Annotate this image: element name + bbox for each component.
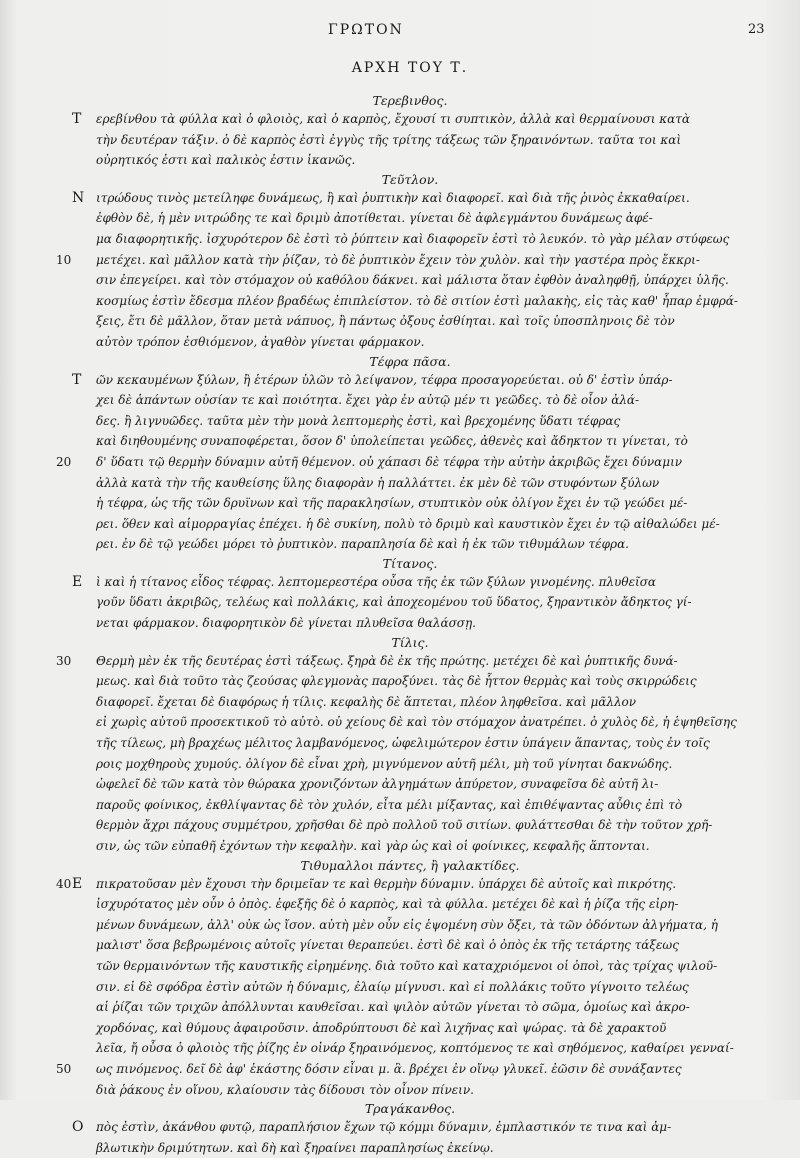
text-line [0,754,786,775]
text-line [0,229,786,250]
running-head-title: ΓΡΩΤΟΝ [328,22,404,38]
line-text: θερμὸν ἄχρι πάχους συμμέτρου, χρῆσθαι δὲ πρὸ πολλοῦ τοῦ σιτίων. φυλάττεσθαι δὲ τὴν τοῦτον χρῆ- [96,818,713,833]
text-line [0,109,786,130]
text-line [0,795,786,816]
line-text: παροῦς φοίνικος, ἐκθλίψαντας δὲ τὸν χυλόν, εἶτα μέλι μίξαντας, καὶ ἐπιθέψαντας αὖθις ἐπὶ τὸ [96,797,683,812]
text-line [0,188,786,209]
initial-letter: T [72,371,82,388]
section-title: Τιθυμαλλοι πάντες, ἢ γαλακτίδες. [300,857,520,873]
line-text: μαλιστ' ὅσα βεβρωμένοις αὐτοῖς γίνεται θεραπεύει. ἐστὶ δὲ καὶ ὁ ὀπὸς ἐκ τῆς τετάρτης τάξεως [96,938,679,953]
line-text: τῆς τίλεως, μὴ βραχέως μέλιτος λαμβανόμενος, ὠφελιμώτερον ἐστιν ὑπάγειν ἅπαντας, τοὺς ἐν τοῖς [96,736,710,751]
line-text: βλωτικὴν δριμύτητων. καὶ δὴ καὶ ξηραίνει παραπλησίως ἐκείνῳ. [96,1140,494,1155]
text-line [0,815,786,836]
line-text: τὴν δευτέραν τάξιν. ὁ δὲ καρπὸς ἐστὶ ἐγγὺς τῆς τρίτης τάξεως τῶν ξηραινόντων. ταῦτα τοι καὶ [96,132,682,147]
section-title: Τέφρα πᾶσα. [369,353,451,369]
line-text: ἰσχυρότατος μὲν οὖν ὁ ὀπὸς. ἐφεξῆς δὲ ὁ καρπὸς, καὶ τὰ φύλλα. μετέχει δὲ καὶ ἡ ῥίζα τῆς εἰρη- [96,897,679,912]
text-line [0,1038,786,1059]
line-text: εἰ χωρὶς αὐτοῦ προσεκτικοῦ τὸ αὐτὸ. οὐ χείους δὲ καὶ τὸν στόμαχον ἀνατρέπει. ὁ χυλὸς δὲ, ἡ ἑψηθεῖσης [96,715,737,730]
line-text: κοσμίως ἐστὶν ἔδεσμα πλέον βραδέως ἐπιπλείστον. τὸ δὲ σιτίον ἐστὶ μαλακὴς, εἰς τὰς καθ' ἧπαρ ἐμφρά- [96,293,738,308]
initial-letter: T [72,111,82,127]
text-line [0,915,786,936]
line-text: πὸς ἐστὶν, ἀκάνθου φυτῷ, παραπλήσιον ἔχων τῷ κόμμι δύναμιν, ἐμπλαστικόν τε τινα καὶ ἀμ- [96,1120,672,1135]
line-number: 30 [56,653,72,668]
line-text: αὐτὸν τρόπον ἐσθιόμενον, ἀγαθὸν γίνεται φάρμακον. [96,334,425,349]
line-text: σιν. εἰ δὲ σφόδρα ἐστὶν αὐτῶν ἡ δύναμις, ἐλαίῳ μίγνυσι. καὶ εἰ πολλάκις τοῦτο γίγνοιτο τελέως [96,979,689,994]
text-line [0,692,786,713]
text-line [0,651,786,672]
text-line [0,332,786,353]
section-title: Τραγάκανθος. [364,1101,456,1117]
line-text: χει δὲ ἁπάντων οὐσίαν τε καὶ ποιότητα. ἔχει γὰρ ἐν αὐτῷ μέν τι γεῶδες. τὸ δὲ οἷον ἀλά- [96,393,640,408]
text-line [0,150,786,171]
line-text: δ' ὕδατι τῷ θερμὴν δύναμιν αὐτῆ θέμενον. οὐ χάπασι δὲ τέφρα τὴν αὐτὴν ἀκριβῶς ἔχει δύναμιν [96,454,683,469]
initial-letter: O [72,1119,84,1136]
text-line [0,411,786,432]
page-number: 23 [748,22,765,37]
initial-letter: E [72,875,83,892]
text-line [0,977,786,998]
text-line [0,250,786,271]
line-text: ερεβίνθου τὰ φύλλα καὶ ὁ φλοιὸς, καὶ ὁ καρπὸς, ἔχουσί τι συπτικὸν, ἀλλὰ καὶ θερμαίνουσι κατὰ [96,112,690,126]
line-text: διαφορεῖ. ἔχεται δὲ διαφόρως ἡ τίλις. κεφαλὴς δὲ ἅπτεται, πλέον ληφθεῖσα. καὶ μᾶλλον [96,694,637,709]
text-line [0,592,786,613]
line-text: χορδόνας, καὶ θύμους ἀφαιροῦσιν. ἀποδρύπτουσι δὲ καὶ λιχῆνας καὶ ψώρας. τὰ δὲ χαρακτοῦ [96,1020,667,1035]
text-body [0,92,800,1158]
line-text: οὐρητικός ἐστι καὶ παλικὸς ἐστιν ἱκανῶς. [96,153,356,168]
line-text: πικρατοῦσαν μὲν ἔχουσι τὴν δριμεῖαν τε καὶ θερμὴν δύναμιν. ὑπάρχει δὲ αὐτοῖς καὶ πικρότης. [96,876,677,891]
line-text: ἐφθὸν δὲ, ἡ μὲν νιτρώδης τε καὶ δριμὺ ἀποτίθεται. γίνεται δὲ ἀφλεγμάντου δυνάμεως ἀφέ- [96,211,653,226]
line-number: 20 [56,454,72,469]
line-number: 40 [56,876,72,891]
text-line [0,774,786,795]
line-text: γοῦν ὕδατι ἀκριβῶς, τελέως καὶ πολλάκις, καὶ ἀποχεομένου τοῦ ὕδατος, ξηραντικὸν ἄδηκτος γί- [96,595,692,610]
line-text: ῶν κεκαυμένων ξύλων, ἢ ἑτέρων ὑλῶν τὸ λείψανον, τέφρα προσαγορεύεται. οὐ δ' ἐστὶν ὑπάρ- [96,372,673,387]
text-line [0,956,786,977]
line-text: ὶ καὶ ἡ τίτανος εἶδος τέφρας. λεπτομερεστέρα οὖσα τῆς ἐκ τῶν ξύλων γινομένης. πλυθεῖσα [96,574,657,589]
line-text: ως πινόμενος. δεῖ δὲ ἀφ' ἑκάστης δόσιν εἶναι μ. ἃ. βρέχει ἐν οἴνῳ γλυκεῖ. ἐῶσιν δὲ συνάξαντες [96,1061,682,1076]
line-text: δες. ἢ λιγνυῶδες. ταῦτα μὲν τὴν μονὰ λεπτομερὴς ἐστὶ, καὶ βρεχομένης ὕδατι τέφρας [96,413,621,428]
section-title: Τίτανος. [382,555,438,571]
line-text: αἱ ῥίζαι τῶν τριχῶν ἀπόλλυνται καυθεῖσαι. καὶ ψιλὸν αὐτῶν γίνεται τὸ σῶμα, ὁμοίως καὶ ἀκρο- [96,1000,690,1015]
text-line [0,534,786,555]
line-text: ἀλλὰ κατὰ τὴν τῆς καυθείσης ὕλης διαφορὰν ἡ παλλάττει. ἐκ μὲν δὲ τῶν στυφόντων ξύλων [96,475,660,490]
text-line [0,390,786,411]
text-line [0,291,786,312]
text-line [0,1018,786,1039]
text-line [0,874,786,895]
section-title: Τεῦτλον. [381,171,439,187]
text-line [0,1059,786,1080]
text-line [0,514,786,535]
text-line [0,370,786,391]
line-text: μετέχει. καὶ μᾶλλον κατὰ τὴν ῥίζαν, τὸ δὲ ῥυπτικὸν ἔχειν τὸν χυλὸν. καὶ τὴν γαστέρα πρὸς ἔκκρι- [96,252,700,267]
line-text: λεῖα, ἤ οὖσα ὁ φλοιὸς τῆς ῥίζης ἐν οἰνάρ ξηραινόμενος, κοπτόμενος τε καὶ σηθόμενος, καθαίρει γενναί- [96,1041,734,1056]
line-text: σιν ἐπεγείρει. καὶ τὸν στόμαχον οὐ καθόλου δάκνει. καὶ μάλιστα ὅταν ἐφθὸν ἀναληφθῇ, ὑπάρχει ὑλῆς. [96,273,729,288]
text-line [0,836,786,857]
text-line [0,997,786,1018]
text-line [0,712,786,733]
line-text: τῶν θερμαινόντων τῆς καυστικῆς εἰρημένης. διὰ τοῦτο καὶ καταχριόμενοι οἱ ὀποὶ, τὰς τρίχας ψιλοῦ- [96,958,718,973]
text-line [0,473,786,494]
line-text: ρει. ὅθεν καὶ αἱμορραγίας ἐπέχει. ἡ δὲ συκίνη, πολὺ τὸ δριμὺ καὶ καυστικὸν ἔχει ἐν τῷ αἰθαλώδει μέ- [96,516,720,531]
book-heading: ΑΡΧΗ ΤΟΥ Τ. [351,60,469,76]
line-number: 10 [56,252,72,267]
running-head [0,22,800,42]
initial-letter: N [72,189,85,206]
text-line [0,493,786,514]
initial-letter: E [72,573,83,590]
text-line [0,452,786,473]
text-line [0,311,786,332]
line-text: νεται φάρμακον. διαφορητικὸν δὲ γίνεται πλυθεῖσα θαλάσσῃ. [96,616,476,631]
line-text: καὶ διηθουμένης συναποφέρεται, ὅσον δ' ὑπολείπεται γεῶδες, ἀθενὲς καὶ ἄδηκτον τι γίνεται, τὸ [96,434,688,449]
line-text: μένων δυνάμεων, ἀλλ' οὐκ ὡς ἴσον. αὐτὴ μὲν οὖν εἰς ἑψομένη σὺν ὄξει, τὰ τῶν ὀδόντων ἀλγήματα, ἡ [96,917,718,932]
text-line [0,935,786,956]
text-line [0,613,786,634]
text-line [0,431,786,452]
text-line [0,1080,786,1101]
line-text: ὠφελεῖ δὲ τῶν κατὰ τὸν θώρακα χρονιζόντων ἀλγημάτων ἀπύρετον, συναφεῖσα δὲ αὐτῆ λι- [96,777,659,792]
text-line [0,1138,786,1158]
line-number: 50 [56,1061,72,1076]
line-text: ἡ τέφρα, ὡς τῆς τῶν δρυϊνων καὶ τῆς παρακλησίων, στυπτικὸν οὐκ ὀλίγον ἔχει ἐν τῷ γεώδει μέ- [96,496,688,511]
text-line [0,671,786,692]
section-title: Τερεβινθος. [372,93,448,108]
text-line [0,208,786,229]
text-line [0,733,786,754]
line-text: Θερμὴ μὲν ἐκ τῆς δευτέρας ἐστὶ τάξεως. ξηρὰ δὲ ἐκ τῆς πρώτης. μετέχει δὲ καὶ ῥυπτικῆς δυνά- [96,653,678,668]
text-line [0,1117,786,1138]
line-text: ρει. ἐν δὲ τῷ γεώδει μόρει τὸ ῥυπτικὸν. παραπλησία δὲ καὶ ἡ ἐκ τῶν τιθυμάλων τέφρα. [96,537,629,552]
line-text: διὰ ῥάκους ἐν οἴνου, κλαίουσιν τὰς δίδουσι τὸν οἶνον πίνειν. [96,1082,474,1097]
line-text: ξεις, ἔτι δὲ μᾶλλον, ὅταν μετὰ νάπυος, ἢ πάντως ὀξους ἐσθίηται. καὶ τοῖς ὑποσπληνοις δὲ τὸν [96,314,675,329]
line-text: σιν, ὡς τῶν εὐπαθῆ ἐχόντων τὴν κεφαλὴν. καὶ γὰρ ὡς καὶ οἱ φοίνικες, κεφαλῆς ἅπτονται. [96,839,650,853]
text-line [0,130,786,151]
section-title: Τίλις. [391,634,429,650]
text-line [0,572,786,593]
line-text: ιτρώδους τινὸς μετείληφε δυνάμεως, ἣ καὶ ῥυπτικὴν καὶ διαφορεῖ. καὶ διὰ τῆς ῥινὸς ἐκκαθαίρει. [96,190,690,205]
text-line [0,894,786,915]
line-text: ροις μοχθηροὺς χυμούς. ὀλίγον δὲ εἶναι χρὴ, μιγνύμενον αὐτῆ μέλι, μὴ τοῦ γίνηται δακνώδης. [96,756,673,771]
line-text: μα διαφορητικῆς. ἰσχυρότερον δὲ ἐστὶ τὸ ῥύπτειν καὶ διαφορεῖν ἐστὶ τὸ λευκόν. τὸ γὰρ μέλαν στύφεως [96,231,730,246]
line-text: μεως. καὶ διὰ τοῦτο τὰς ζεούσας φλεγμονὰς παροξύνει. τὰς δὲ ἧττον θερμὰς καὶ τοὺς σκιρρώδεις [96,674,697,689]
text-line [0,270,786,291]
